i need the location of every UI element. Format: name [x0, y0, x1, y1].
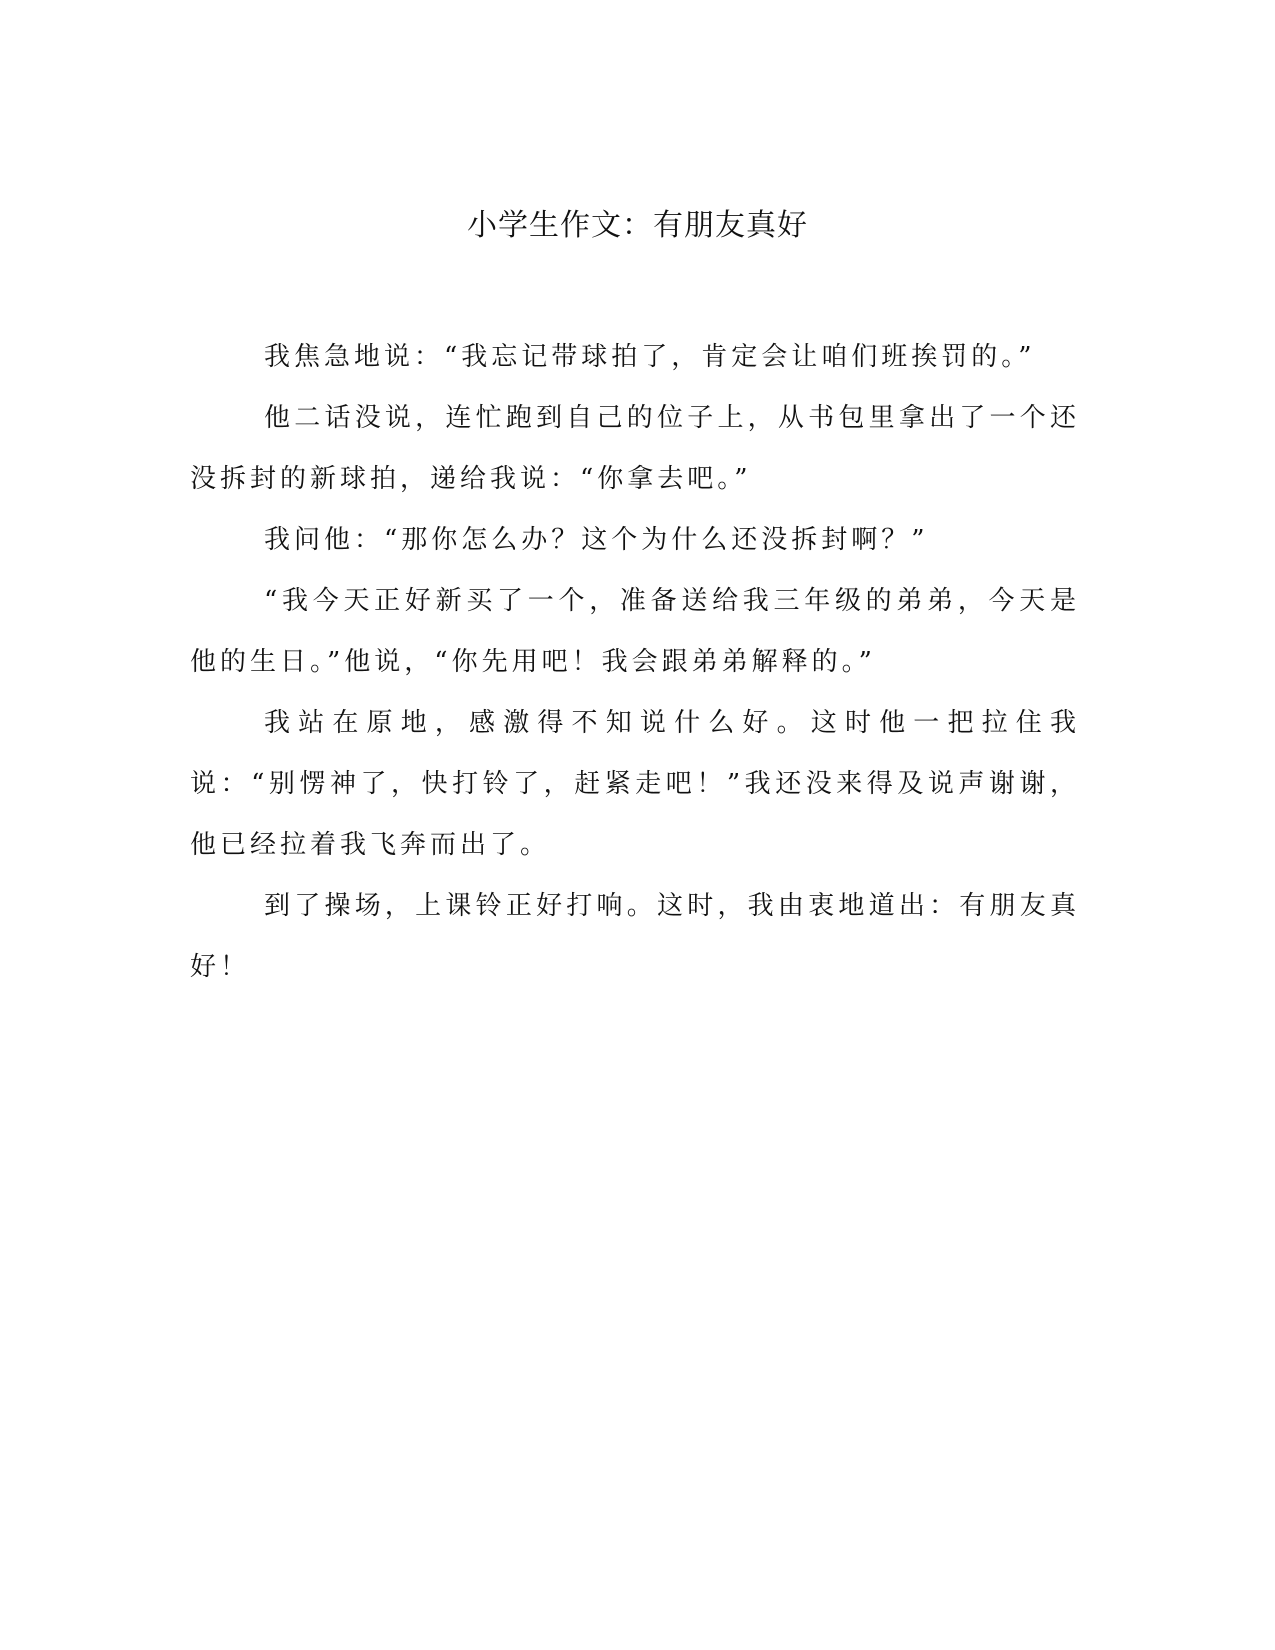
- paragraph-6: 到了操场，上课铃正好打响。这时，我由衷地道出：有朋友真好！: [190, 891, 1080, 982]
- paragraph-3: 我问他：“那你怎么办？这个为什么还没拆封啊？”: [264, 525, 929, 555]
- paragraph-1: 我焦急地说：“我忘记带球拍了，肯定会让咱们班挨罚的。”: [264, 342, 1036, 372]
- paragraph-4: “我今天正好新买了一个，准备送给我三年级的弟弟，今天是他的生日。”他说，“你先用吧！我会跟弟弟解释的。”: [190, 586, 1080, 677]
- paragraph-2: 他二话没说，连忙跑到自己的位子上，从书包里拿出了一个还没拆封的新球拍，递给我说：“你拿去吧。”: [190, 403, 1080, 494]
- document-title: 小学生作文：有朋友真好: [467, 208, 808, 243]
- paragraph-5: 我站在原地，感激得不知说什么好。这时他一把拉住我说：“别愣神了，快打铃了，赶紧走吧！”我还没来得及说声谢谢，他已经拉着我飞奔而出了。: [190, 708, 1080, 860]
- essay-body: [190, 327, 1080, 998]
